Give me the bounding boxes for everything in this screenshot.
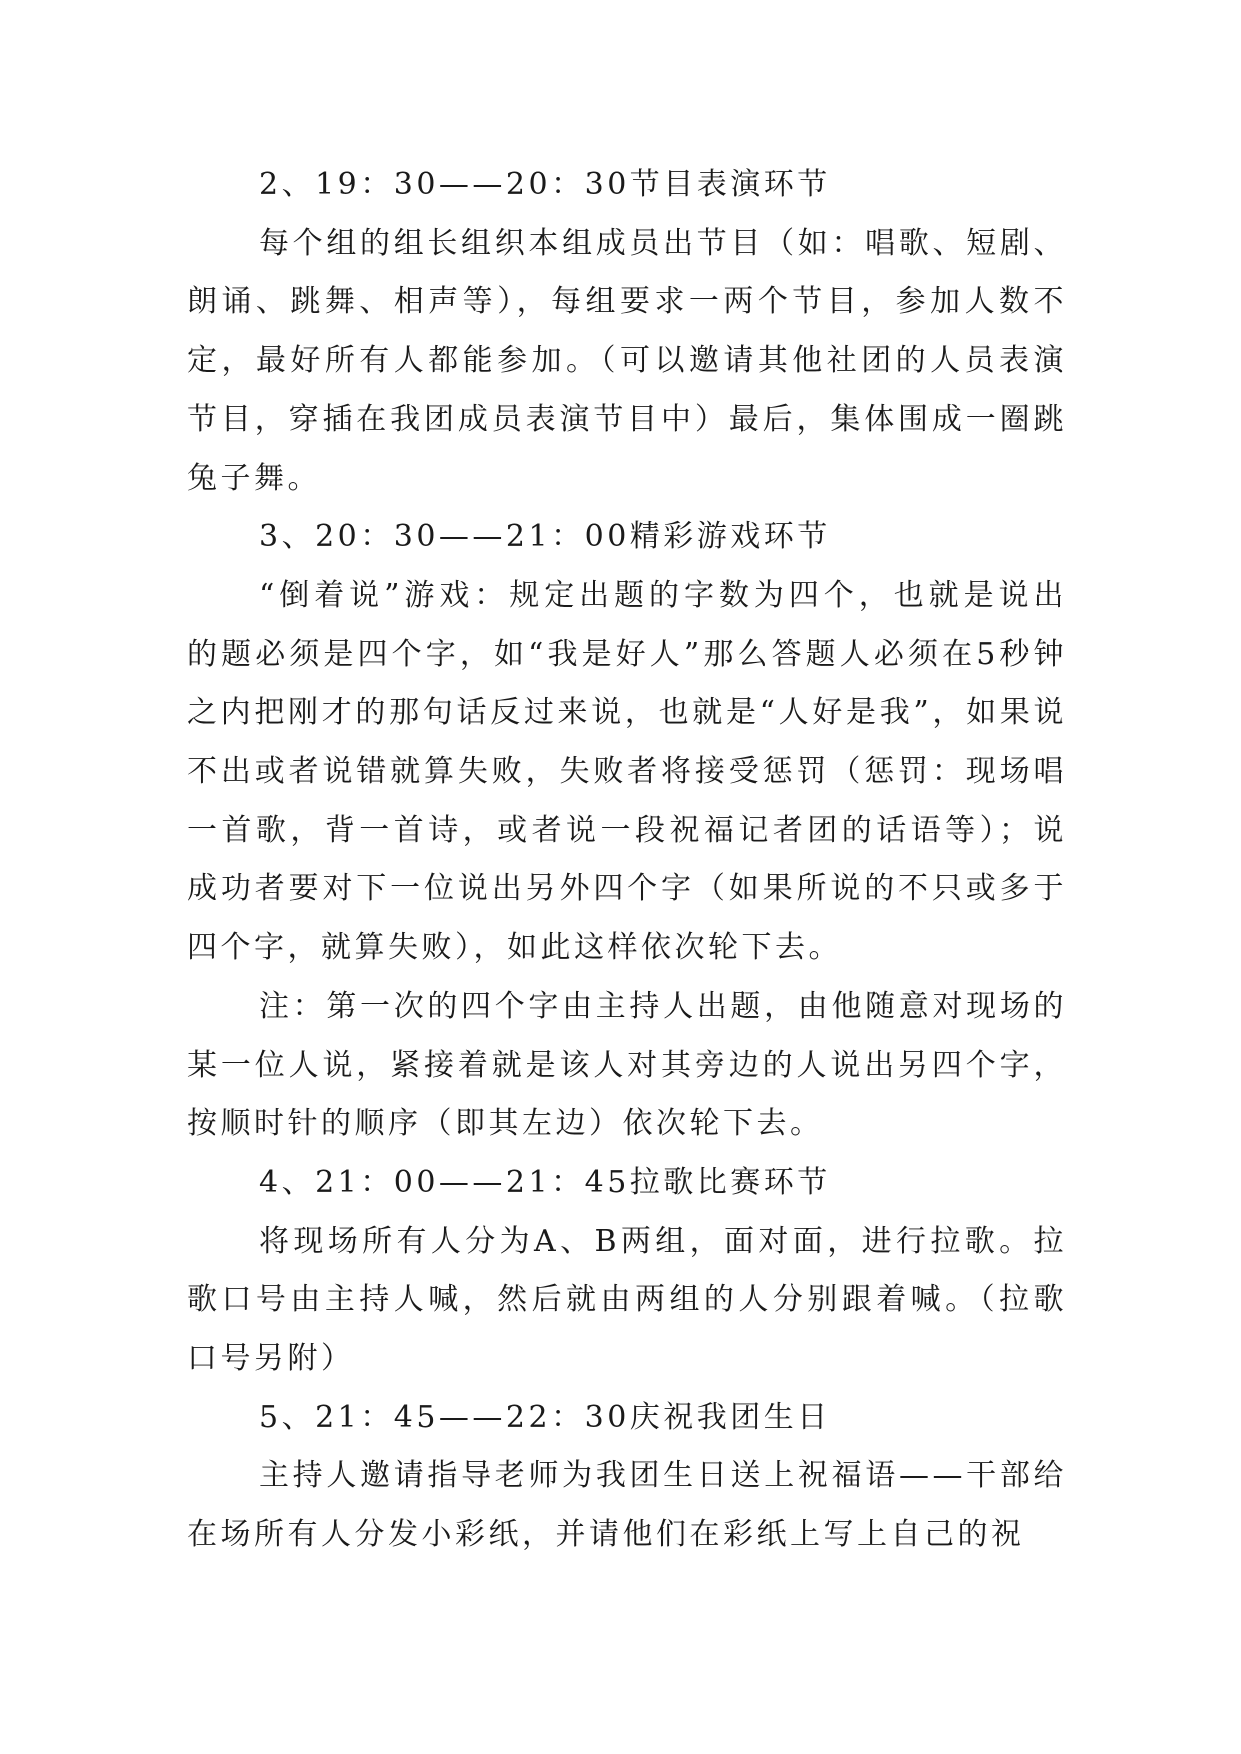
paragraph-game-rules: “倒着说”游戏：规定出题的字数为四个，也就是说出的题必须是四个字，如“我是好人”那么答题人必须在5秒钟之内把刚才的那句话反过来说，也就是“人好是我”，如果说不出或者说错就算失败，失败者将接受惩罚（惩罚：现场唱一首歌，背一首诗，或者说一段祝福记者团的话语等）；说成功者要对下一位说出另外四个字（如果所说的不只或多于四个字，就算失败），如此这样依次轮下去。	[187, 577, 1067, 966]
paragraph-singing-contest: 将现场所有人分为A、B两组，面对面，进行拉歌。拉歌口号由主持人喊，然后就由两组的人分别跟着喊。（拉歌口号另附）	[187, 1223, 1067, 1377]
section-heading-5: 5、21：45——22：30庆祝我团生日	[259, 1399, 831, 1435]
document-body	[187, 156, 1067, 1565]
section-heading-2: 2、19：30——20：30节目表演环节	[259, 167, 831, 202]
section-heading-4: 4、21：00——21：45拉歌比赛环节	[259, 1164, 831, 1200]
paragraph-game-note: 注：第一次的四个字由主持人出题，由他随意对现场的某一位人说，紧接着就是该人对其旁边的人说出另四个字，按顺时针的顺序（即其左边）依次轮下去。	[187, 988, 1067, 1142]
paragraph-performance: 每个组的组长组织本组成员出节目（如：唱歌、短剧、朗诵、跳舞、相声等），每组要求一两个节目，参加人数不定，最好所有人都能参加。（可以邀请其他社团的人员表演节目，穿插在我团成员表演节目中）最后，集体围成一圈跳兔子舞。	[187, 225, 1067, 496]
paragraph-birthday: 主持人邀请指导老师为我团生日送上祝福语——干部给在场所有人分发小彩纸，并请他们在彩纸上写上自己的祝	[187, 1458, 1067, 1553]
section-heading-3: 3、20：30——21：00精彩游戏环节	[259, 519, 831, 555]
